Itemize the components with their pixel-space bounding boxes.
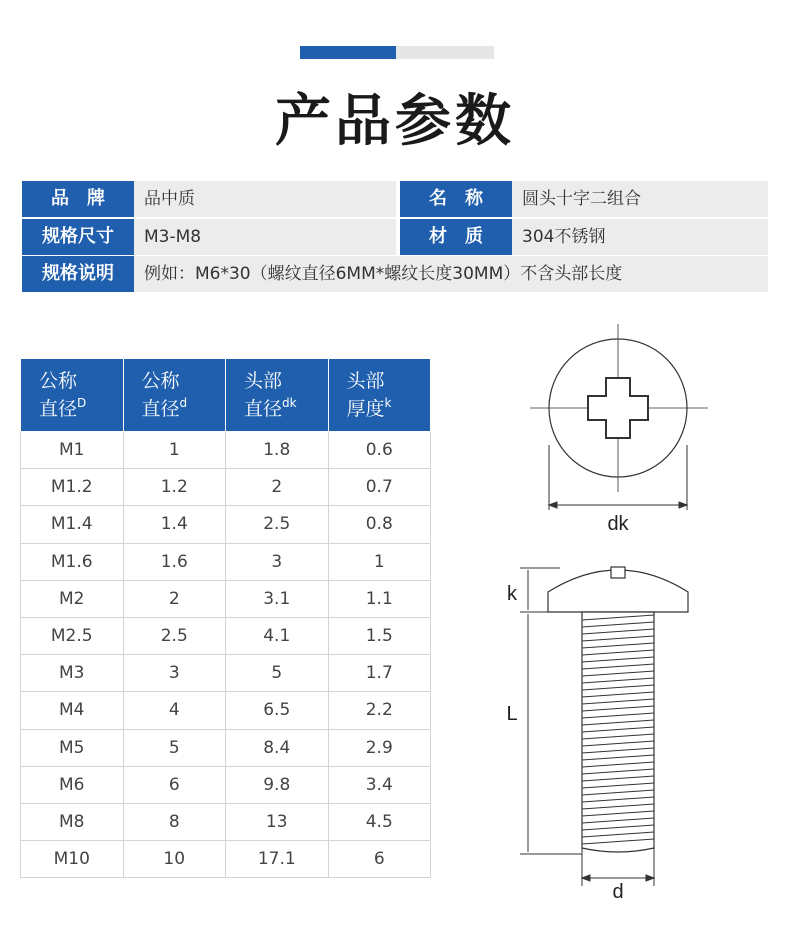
cell-nominal-d: 6 xyxy=(123,766,226,803)
cell-nominal-d: 8 xyxy=(123,803,226,840)
spec-row-brand-name xyxy=(22,181,768,217)
table-header-row xyxy=(21,359,431,432)
L-dimension xyxy=(520,614,582,854)
screw-diagram xyxy=(490,320,730,900)
size-table xyxy=(20,358,431,878)
cell-nominal-D: M1.4 xyxy=(21,506,124,543)
cell-head-k: 1 xyxy=(328,543,431,580)
cell-nominal-d: 3 xyxy=(123,655,226,692)
title-accent-bar xyxy=(300,46,494,59)
spec-value-note: 例如：M6*30（螺纹直径6MM*螺纹长度30MM）不含头部长度 xyxy=(134,256,768,292)
label-L: L xyxy=(506,703,518,725)
screw-side-view xyxy=(548,567,688,852)
cell-head-dk: 13 xyxy=(226,803,329,840)
spec-value-brand: 品中质 xyxy=(134,181,396,217)
column-header-head-diameter-dk: 头部 直径$^{dk}$ xyxy=(226,359,329,432)
column-header-head-thickness-k: 头部 厚度$^k$ xyxy=(328,359,431,432)
cell-head-k: 1.1 xyxy=(328,580,431,617)
spec-label-brand: 品 牌 xyxy=(22,181,134,217)
spec-row-note xyxy=(22,256,768,292)
cell-nominal-D: M1.6 xyxy=(21,543,124,580)
cell-nominal-D: M2.5 xyxy=(21,617,124,654)
column-header-nominal-diameter-D: 公称 直径$^D$ xyxy=(21,359,124,432)
cell-head-k: 0.7 xyxy=(328,469,431,506)
spec-value-name: 圆头十字二组合 xyxy=(512,181,768,217)
cell-nominal-D: M1.2 xyxy=(21,469,124,506)
cell-head-dk: 2 xyxy=(226,469,329,506)
cell-head-dk: 3 xyxy=(226,543,329,580)
spec-label-note: 规格说明 xyxy=(22,256,134,292)
cell-head-k: 0.8 xyxy=(328,506,431,543)
cell-head-dk: 5 xyxy=(226,655,329,692)
cell-head-dk: 6.5 xyxy=(226,692,329,729)
cell-head-k: 1.7 xyxy=(328,655,431,692)
cell-head-k: 0.6 xyxy=(328,432,431,469)
cell-nominal-D: M4 xyxy=(21,692,124,729)
title-accent-fill xyxy=(300,46,396,59)
cell-nominal-d: 4 xyxy=(123,692,226,729)
label-d: d xyxy=(612,881,624,900)
table-row xyxy=(21,617,431,654)
cell-nominal-D: M6 xyxy=(21,766,124,803)
spec-label-material: 材 质 xyxy=(400,219,512,255)
cell-nominal-D: M10 xyxy=(21,841,124,878)
cell-head-dk: 2.5 xyxy=(226,506,329,543)
cell-nominal-d: 5 xyxy=(123,729,226,766)
cell-nominal-d: 2.5 xyxy=(123,617,226,654)
cell-nominal-d: 1.4 xyxy=(123,506,226,543)
spec-label-size: 规格尺寸 xyxy=(22,219,134,255)
cell-head-dk: 17.1 xyxy=(226,841,329,878)
spec-value-size: M3-M8 xyxy=(134,219,396,255)
cell-head-dk: 4.1 xyxy=(226,617,329,654)
cell-head-dk: 3.1 xyxy=(226,580,329,617)
table-row xyxy=(21,655,431,692)
cell-nominal-D: M5 xyxy=(21,729,124,766)
cell-head-k: 4.5 xyxy=(328,803,431,840)
cell-head-dk: 1.8 xyxy=(226,432,329,469)
table-row xyxy=(21,432,431,469)
cell-head-k: 3.4 xyxy=(328,766,431,803)
cell-head-k: 1.5 xyxy=(328,617,431,654)
label-dk: dk xyxy=(607,513,629,535)
cell-head-k: 2.9 xyxy=(328,729,431,766)
page-title: 产品参数 xyxy=(275,89,515,154)
cell-nominal-D: M2 xyxy=(21,580,124,617)
table-row xyxy=(21,841,431,878)
cell-nominal-d: 2 xyxy=(123,580,226,617)
table-row xyxy=(21,803,431,840)
phillips-cross-icon xyxy=(588,378,648,438)
cell-nominal-D: M8 xyxy=(21,803,124,840)
spec-row-size-material xyxy=(22,219,768,255)
table-row xyxy=(21,692,431,729)
cell-head-k: 2.2 xyxy=(328,692,431,729)
cell-head-dk: 8.4 xyxy=(226,729,329,766)
table-row xyxy=(21,506,431,543)
cell-nominal-d: 1.6 xyxy=(123,543,226,580)
table-row xyxy=(21,729,431,766)
table-row xyxy=(21,543,431,580)
cell-nominal-d: 10 xyxy=(123,841,226,878)
cell-nominal-D: M3 xyxy=(21,655,124,692)
table-row xyxy=(21,469,431,506)
spec-value-material: 304不锈钢 xyxy=(512,219,768,255)
cell-head-dk: 9.8 xyxy=(226,766,329,803)
column-header-nominal-diameter-d: 公称 直径$^d$ xyxy=(123,359,226,432)
label-k: k xyxy=(507,583,517,605)
cell-nominal-d: 1 xyxy=(123,432,226,469)
screw-top-view xyxy=(530,324,708,492)
cell-nominal-d: 1.2 xyxy=(123,469,226,506)
table-row xyxy=(21,766,431,803)
spec-label-name: 名 称 xyxy=(400,181,512,217)
screw-shank xyxy=(582,612,654,852)
cell-head-k: 6 xyxy=(328,841,431,878)
table-row xyxy=(21,580,431,617)
cell-nominal-D: M1 xyxy=(21,432,124,469)
